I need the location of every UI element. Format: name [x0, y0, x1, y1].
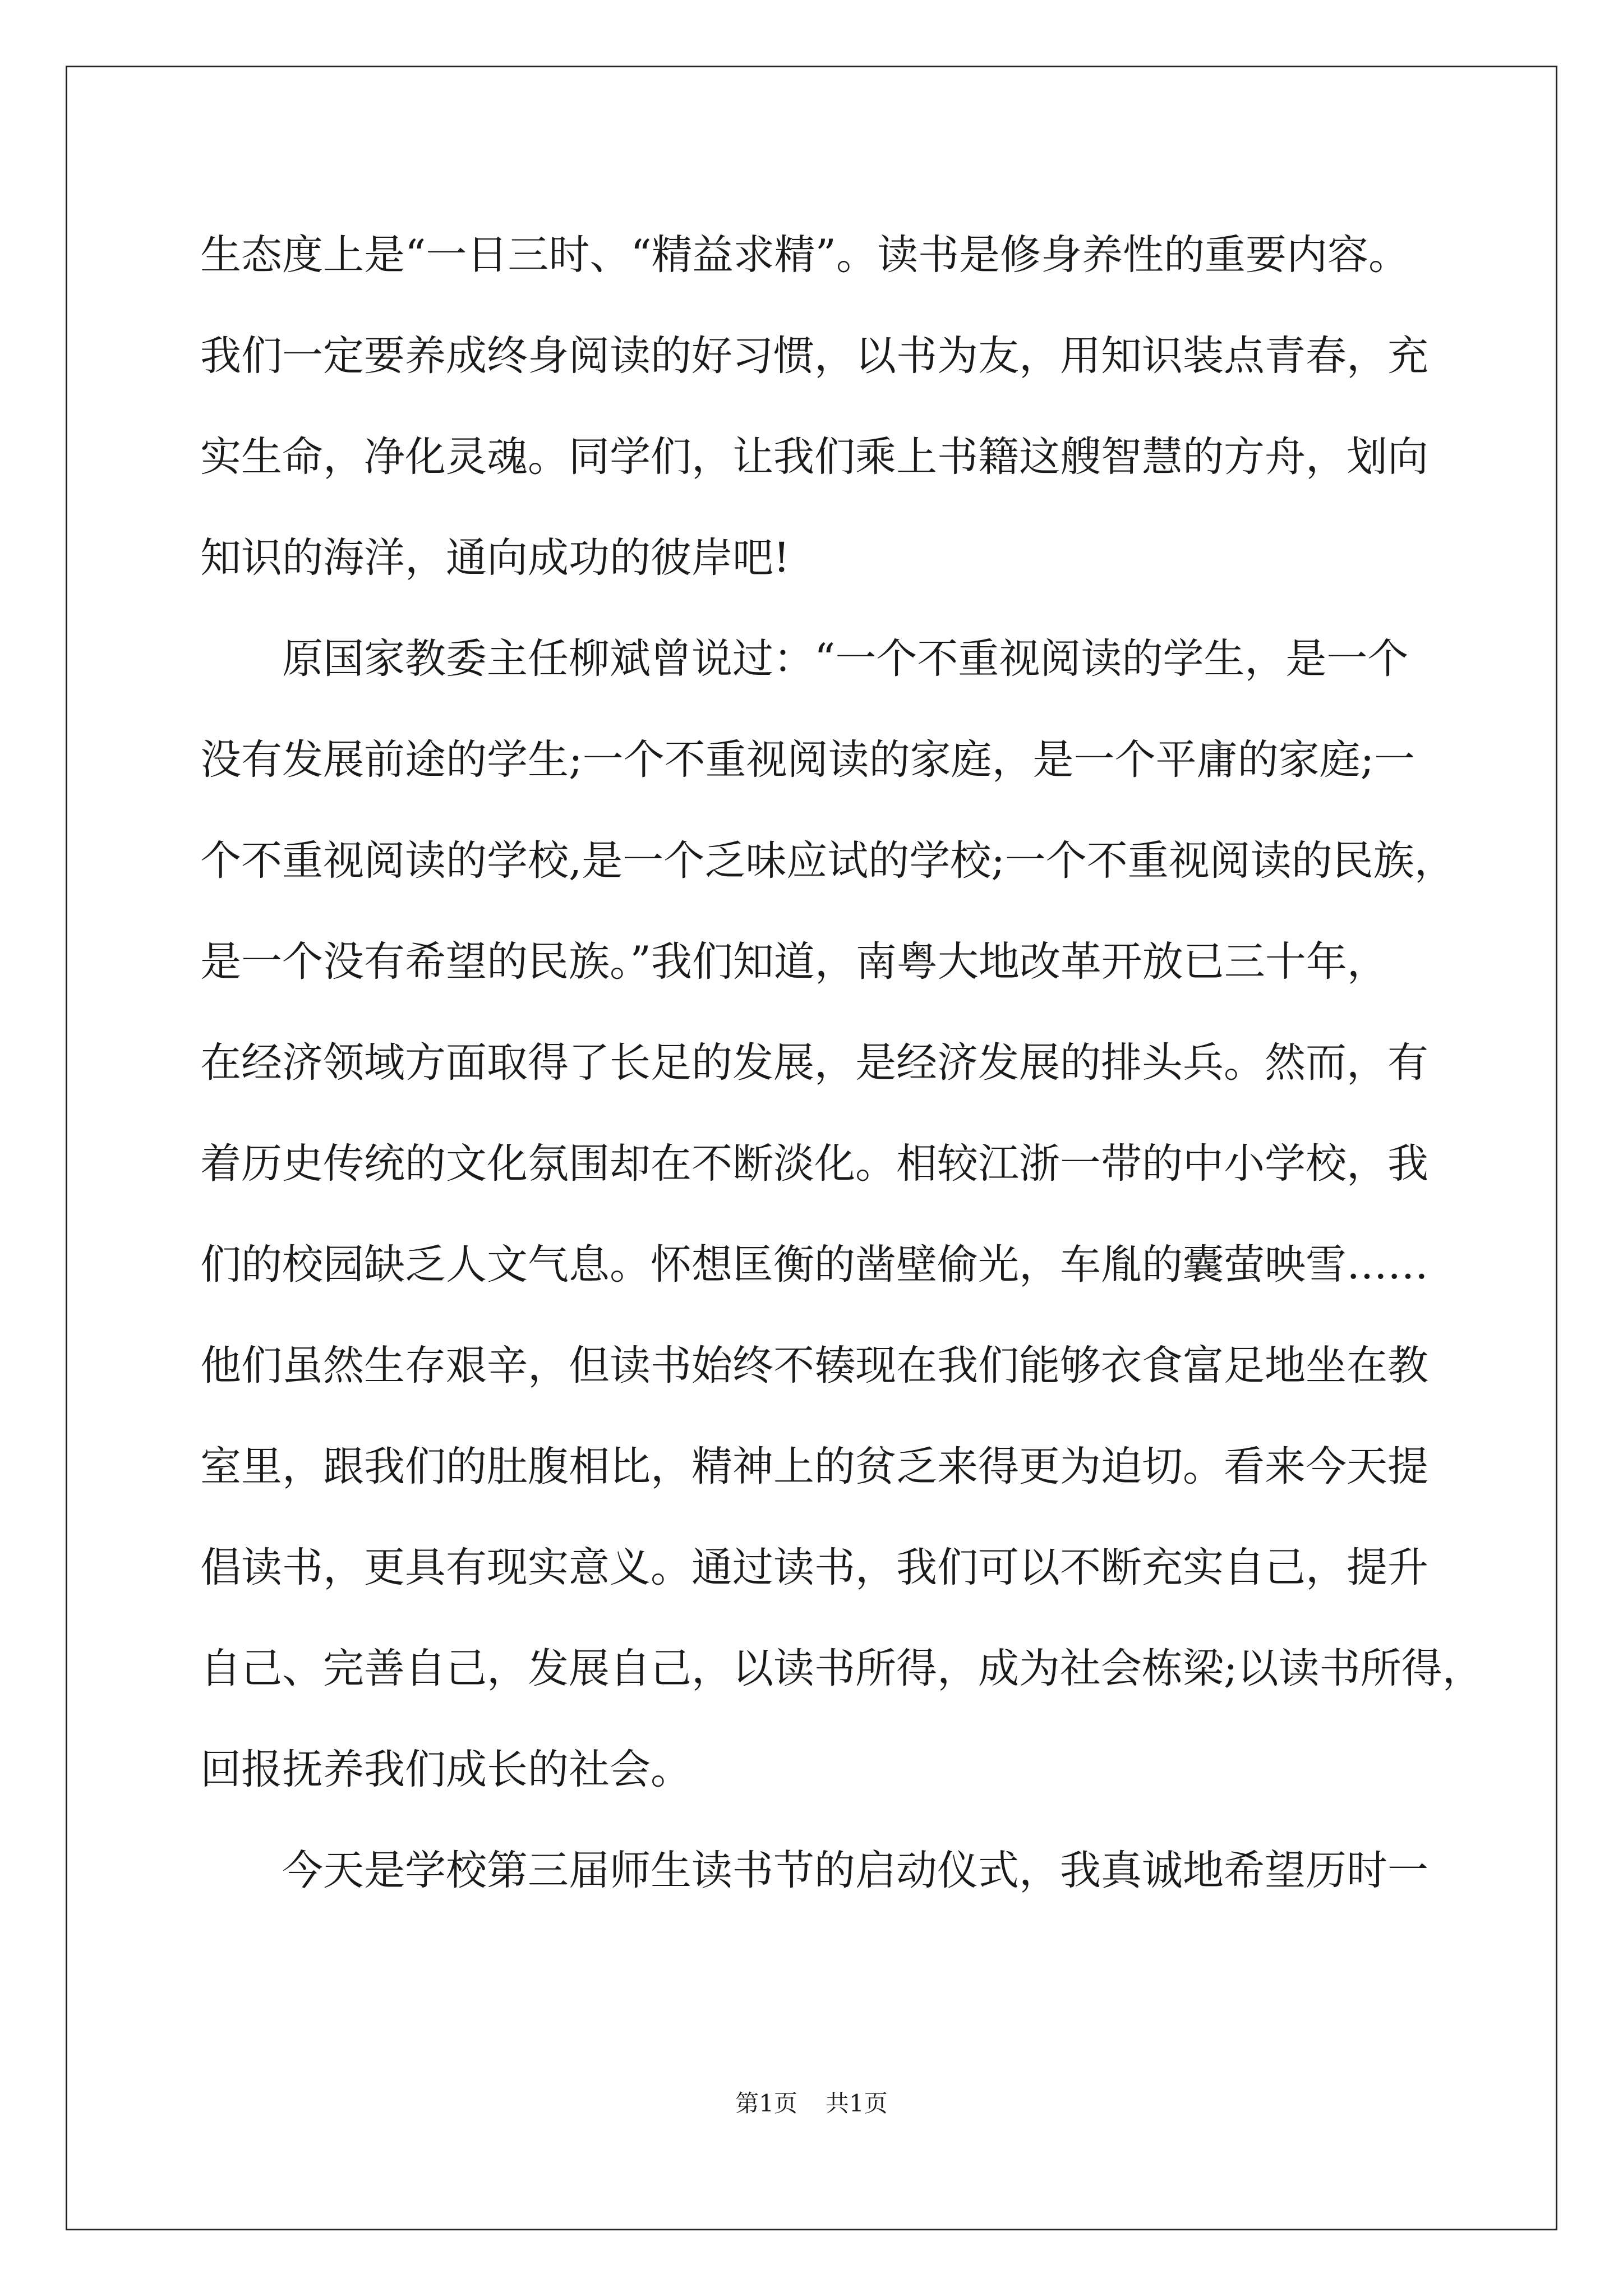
text-line: 们的校园缺乏人文气息。怀想匡衡的凿壁偷光，车胤的囊萤映雪……: [200, 1241, 1428, 1289]
text-line: 知识的海洋，通向成功的彼岸吧!: [200, 534, 790, 582]
text-line: 实生命，净化灵魂。同学们，让我们乘上书籍这艘智慧的方舟，划向: [200, 433, 1428, 481]
text-line: 在经济领域方面取得了长足的发展，是经济发展的排头兵。然而，有: [200, 1039, 1428, 1087]
text-line: 生态度上是“一日三时、“精益求精”。读书是修身养性的重要内容。: [200, 231, 1409, 279]
text-line: 回报抚养我们成长的社会。: [200, 1746, 691, 1793]
text-line: 着历史传统的文化氛围却在不断淡化。相较江浙一带的中小学校，我: [200, 1140, 1428, 1188]
text-line: 个不重视阅读的学校,是一个乏味应试的学校;一个不重视阅读的民族，: [200, 837, 1455, 885]
page-footer: [0, 2087, 1623, 2120]
text-line: 是一个没有希望的民族。”我们知道，南粤大地改革开放已三十年，: [200, 938, 1388, 986]
text-line: 今天是学校第三届师生读书节的启动仪式，我真诚地希望历时一: [200, 1847, 1428, 1894]
document-body: [200, 205, 1483, 1921]
page-number: 第1页: [735, 2090, 797, 2117]
text-line: 倡读书，更具有现实意义。通过读书，我们可以不断充实自己，提升: [200, 1544, 1428, 1591]
text-line: 原国家教委主任柳斌曾说过：“一个不重视阅读的学生，是一个: [200, 635, 1409, 683]
text-line: 他们虽然生存艰辛，但读书始终不辏现在我们能够衣食富足地坐在教: [200, 1342, 1428, 1389]
page-total: 共1页: [826, 2090, 888, 2117]
text-line: 室里，跟我们的肚腹相比，精神上的贫乏来得更为迫切。看来今天提: [200, 1443, 1428, 1490]
text-line: 自己、完善自己，发展自己，以读书所得，成为社会栋梁;以读书所得，: [200, 1645, 1483, 1692]
text-line: 没有发展前途的学生;一个不重视阅读的家庭，是一个平庸的家庭;一: [200, 736, 1415, 784]
text-line: 我们一定要养成终身阅读的好习惯，以书为友，用知识装点青春，充: [200, 332, 1428, 380]
